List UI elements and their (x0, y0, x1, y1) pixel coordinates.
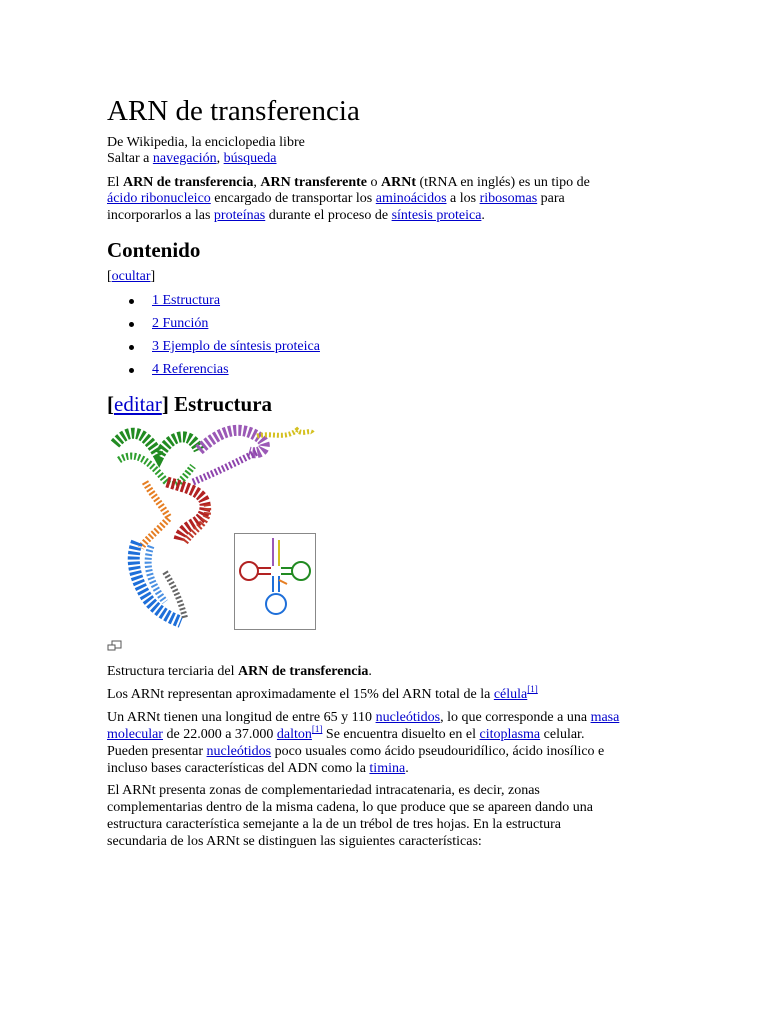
toc-link-ejemplo[interactable]: 3 Ejemplo de síntesis proteica (152, 339, 320, 354)
link-proteinas[interactable]: proteínas (213, 208, 266, 223)
intro-line-2 (107, 191, 565, 208)
link-acido-ribonucleico[interactable]: ácido ribonucleico (107, 191, 211, 206)
bullet-icon (129, 299, 134, 304)
paragraph-text: celular. (540, 727, 585, 742)
section-title: Estructura (168, 392, 273, 416)
intro-text: durante el proceso de (265, 208, 392, 223)
paragraph-text: Pueden presentar (107, 744, 207, 759)
paragraph-percentage (107, 684, 538, 704)
paragraph-length-line-4 (107, 761, 409, 778)
paragraph-text: de 22.000 a 37.000 (162, 727, 277, 742)
link-timina[interactable]: timina (369, 761, 406, 776)
link-nucleotidos[interactable]: nucleótidos (375, 710, 441, 725)
link-sintesis-proteica[interactable]: síntesis proteica (391, 208, 482, 223)
magnify-icon[interactable] (107, 640, 123, 652)
link-masa-molecular[interactable]: masa (590, 710, 620, 725)
intro-bold-term: ARN transferente (260, 175, 367, 190)
intro-bold-term: ARNt (381, 175, 416, 190)
paragraph-text: , lo que corresponde a una (440, 710, 591, 725)
edit-bracket: [ (107, 392, 114, 416)
bullet-icon (129, 345, 134, 350)
jump-prefix: Saltar a (107, 151, 153, 166)
edit-section-link[interactable]: editar (114, 392, 162, 416)
section-heading-estructura (107, 392, 272, 416)
intro-text: , (253, 175, 261, 190)
intro-text: incorporarlos a las (107, 208, 214, 223)
caption-text: Estructura terciaria del (107, 664, 238, 679)
toc-toggle-bracket: ] (150, 269, 156, 284)
link-aminoacidos[interactable]: aminoácidos (375, 191, 447, 206)
link-citoplasma[interactable]: citoplasma (479, 727, 541, 742)
intro-text: o (367, 175, 381, 190)
paragraph-length-line-2 (107, 724, 585, 744)
toc-link-referencias[interactable]: 4 Referencias (152, 362, 229, 377)
paragraph-structure-line-1: El ARNt presenta zonas de complementariedad intracatenaria, es decir, zonas (107, 783, 540, 798)
intro-text: a los (446, 191, 480, 206)
link-nucleotidos[interactable]: nucleótidos (206, 744, 272, 759)
paragraph-length-line-1 (107, 710, 619, 727)
caption-bold-term: ARN de transferencia (237, 664, 369, 679)
paragraph-text: poco usuales como ácido pseudouridílico, ácido inosílico e (271, 744, 605, 759)
paragraph-structure-line-3: estructura característica semejante a la de un trébol de tres hojas. En la estructura (107, 817, 562, 832)
intro-line-3 (107, 208, 485, 225)
intro-text: El (107, 175, 123, 190)
paragraph-text: incluso bases características del ADN como la (107, 761, 370, 776)
paragraph-structure-line-2: complementarias dentro de la misma cadena, lo que produce que se apareen dando una (107, 800, 593, 815)
paragraph-text: Se encuentra disuelto en el (322, 727, 480, 742)
paragraph-text: . (405, 761, 409, 776)
toc-hide-link[interactable]: ocultar (111, 269, 151, 284)
toc-link-estructura[interactable]: 1 Estructura (152, 293, 221, 308)
intro-text: (tRNA en inglés) es un tipo de (416, 175, 590, 190)
link-masa-molecular[interactable]: molecular (107, 727, 163, 742)
site-subtitle: De Wikipedia, la enciclopedia libre (107, 135, 305, 150)
jump-links (107, 151, 277, 168)
intro-text: encargado de transportar los (210, 191, 376, 206)
figure-caption (107, 664, 372, 681)
paragraph-structure-line-4: secundaria de los ARNt se distinguen las siguientes características: (107, 834, 482, 849)
bullet-icon (129, 368, 134, 373)
link-celula[interactable]: célula (493, 687, 528, 702)
reference-link[interactable]: [1] (311, 724, 323, 734)
toc-toggle-bracket: [ (107, 269, 112, 284)
jump-search-link[interactable]: búsqueda (223, 151, 277, 166)
trna-cloverleaf-diagram[interactable] (234, 533, 316, 630)
paragraph-length-line-3 (107, 744, 604, 761)
toc-link-funcion[interactable]: 2 Función (152, 316, 209, 331)
edit-bracket: ] (161, 392, 169, 416)
reference-link[interactable]: [1] (527, 684, 538, 694)
paragraph-text: Los ARNt representan aproximadamente el 15% del ARN total de la (107, 687, 494, 702)
paragraph-text: Un ARNt tienen una longitud de entre 65 y 110 (107, 710, 376, 725)
toc-heading: Contenido (107, 238, 201, 262)
intro-text: para (537, 191, 565, 206)
link-ribosomas[interactable]: ribosomas (479, 191, 538, 206)
intro-line-1 (107, 175, 590, 192)
caption-text: . (368, 664, 372, 679)
bullet-icon (129, 322, 134, 327)
link-dalton[interactable]: dalton (276, 727, 312, 742)
intro-text: . (481, 208, 485, 223)
toc-toggle (107, 269, 155, 286)
jump-separator: , (216, 151, 224, 166)
page-title: ARN de transferencia (107, 95, 360, 127)
jump-navigation-link[interactable]: navegación (152, 151, 217, 166)
intro-bold-term: ARN de transferencia (122, 175, 254, 190)
